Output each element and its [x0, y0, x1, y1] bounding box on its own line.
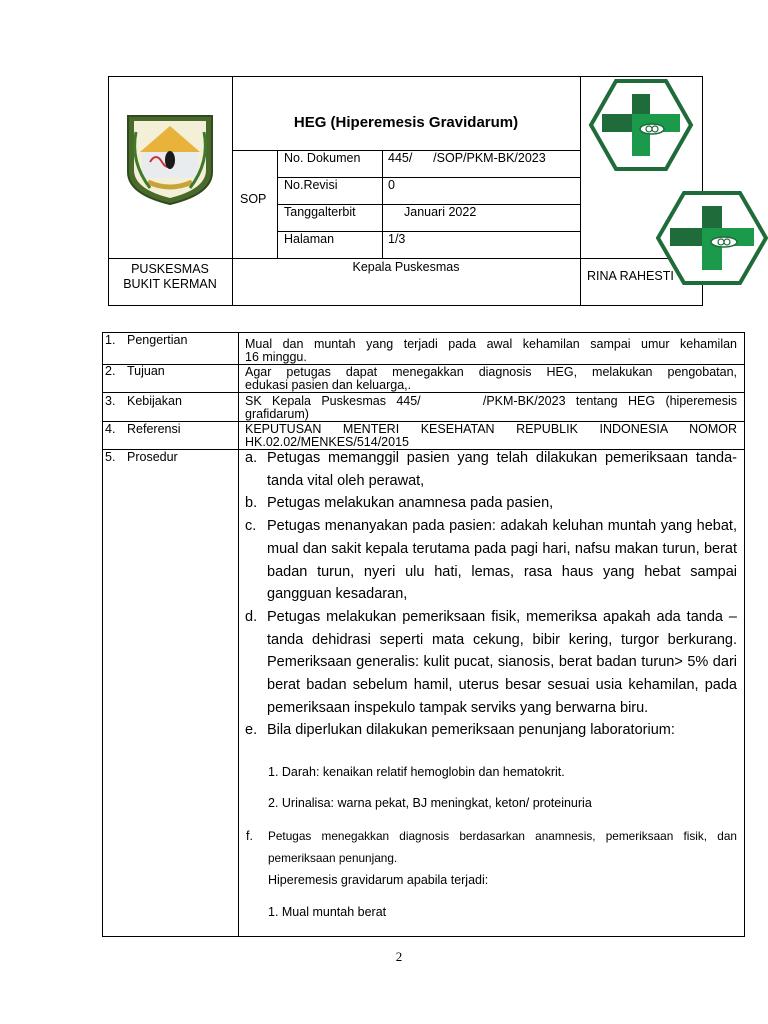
definition-line2: 16 minggu.: [245, 350, 307, 364]
puskesmas-logo: [588, 78, 694, 172]
procedure-step-f-label: f.: [246, 829, 253, 843]
policy-line1: SK Kepala Puskesmas 445/ /PKM-BK/2023 tentang HEG (hiperemesis: [245, 394, 737, 408]
section-5-label: Prosedur: [127, 450, 178, 464]
section-1-number: 1.: [105, 333, 116, 347]
org-name-line2: BUKIT KERMAN: [123, 277, 217, 291]
reference-line1: KEPUTUSAN MENTERI KESEHATAN REPUBLIK INDONESIA NOMOR: [245, 422, 737, 436]
reference-line2: HK.02.02/MENKES/514/2015: [245, 435, 409, 449]
regional-emblem: [120, 112, 220, 206]
procedure-steps: [245, 447, 737, 742]
procedure-step-c: c. Petugas menanyakan pada pasien: adakah keluhan muntah yang hebat, mual dan sakit kepala terutama pada pagi hari, nafsu makan turun, berat badan turun, nyeri ulu hati, lemas, rasa haus yang hebat sampai gangguan kesadaran,: [245, 518, 737, 603]
head-name: RINA RAHESTI: [587, 269, 674, 283]
issue-date-label: Tanggalterbit: [284, 205, 356, 219]
issue-date-value: Januari 2022: [404, 205, 477, 219]
procedure-step-f-line1: Petugas menegakkan diagnosis berdasarkan anamnesis, pemeriksaan fisik, dan: [268, 829, 737, 843]
section-4-number: 4.: [105, 422, 116, 436]
page-label: Halaman: [284, 232, 335, 246]
definition-line1: Mual dan muntah yang terjadi pada awal kehamilan sampai umur kehamilan: [245, 337, 737, 351]
procedure-step-b: b. Petugas melakukan anamnesa pada pasien,: [245, 495, 554, 512]
diagnosis-criteria-heading: Hiperemesis gravidarum apabila terjadi:: [268, 873, 489, 887]
sop-label: SOP: [240, 192, 267, 206]
org-name-line1: PUSKESMAS: [131, 262, 209, 276]
document-title: HEG (Hiperemesis Gravidarum): [293, 114, 519, 131]
page-number: 2: [395, 949, 403, 964]
procedure-step-a: a. Petugas memanggil pasien yang telah dilakukan pemeriksaan tanda-tanda vital oleh perawat,: [245, 450, 737, 489]
objective-line2: edukasi pasien dan keluarga,.: [245, 378, 412, 392]
procedure-step-f-line2: pemeriksaan penunjang.: [268, 851, 398, 865]
revision-label: No.Revisi: [284, 178, 338, 192]
section-1-label: Pengertian: [127, 333, 188, 347]
section-3-number: 3.: [105, 394, 116, 408]
policy-line2: grafidarum): [245, 407, 309, 421]
lab-item-urinalysis: 2. Urinalisa: warna pekat, BJ meningkat, keton/ proteinuria: [268, 796, 592, 810]
revision-value: 0: [388, 178, 395, 192]
procedure-step-d: d. Petugas melakukan pemeriksaan fisik, memeriksa apakah ada tanda – tanda dehidrasi seperti mata cekung, bibir kering, turgor berkurang. Pemeriksaan generalis: kulit pucat, sianosis, berat badan turun> 5% dari berat badan sebelum hamil, uterus besar sesuai usia kehamilan, pada pemeriksaan inspekulo tampak serviks yang berwarna biru.: [245, 608, 737, 716]
criteria-item-1: 1. Mual muntah berat: [268, 905, 387, 919]
head-title: Kepala Puskesmas: [352, 260, 460, 274]
doc-number-label: No. Dokumen: [284, 151, 361, 165]
procedure-step-e: e. Bila diperlukan dilakukan pemeriksaan penunjang laboratorium:: [245, 722, 675, 739]
section-3-label: Kebijakan: [127, 394, 182, 408]
section-2-number: 2.: [105, 364, 116, 378]
objective-line1: Agar petugas dapat menegakkan diagnosis HEG, melakukan pengobatan,: [245, 365, 737, 379]
page-value: 1/3: [388, 232, 406, 246]
lab-item-blood: 1. Darah: kenaikan relatif hemoglobin dan hematokrit.: [268, 765, 565, 779]
section-5-number: 5.: [105, 450, 116, 464]
section-2-label: Tujuan: [127, 364, 165, 378]
section-4-label: Referensi: [127, 422, 181, 436]
doc-number-value: 445/ /SOP/PKM-BK/2023: [388, 151, 546, 165]
